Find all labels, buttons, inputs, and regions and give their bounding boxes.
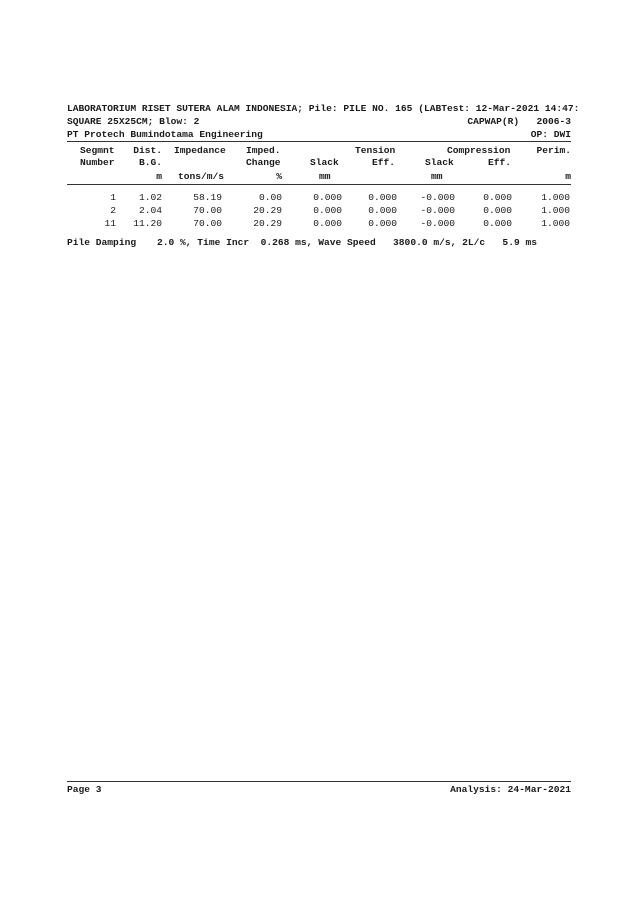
cell-comp-slack: -0.000 (420, 218, 455, 229)
header-company: PT Protech Bumindotama Engineering (67, 129, 263, 140)
pile-damping-label: Pile Damping (67, 237, 137, 248)
cell-comp-slack: -0.000 (420, 205, 455, 216)
col-impchange-h2: Change (246, 157, 281, 168)
col-impchange-unit: % (276, 171, 282, 182)
col-tension-group: Tension (355, 145, 396, 156)
col-compression-group: Compression (447, 145, 511, 156)
cell-imped-change: 20.29 (253, 218, 282, 229)
cell-tension-eff: 0.000 (368, 218, 397, 229)
cell-perim: 1.000 (541, 192, 570, 203)
cell-comp-eff: 0.000 (483, 218, 512, 229)
cell-segment: 1 (110, 192, 116, 203)
cell-slack: 0.000 (313, 192, 342, 203)
cell-slack: 0.000 (313, 205, 342, 216)
cell-imped-change: 0.00 (258, 192, 282, 203)
header-operator: OP: DWI (530, 129, 571, 140)
table-header-rule (67, 184, 571, 185)
cell-dist: 2.04 (138, 205, 162, 216)
header-title-line: LABORATORIUM RISET SUTERA ALAM INDONESIA; Pile: PILE NO. 165 (LABTest: 12-Mar-2021 14:47: (67, 103, 580, 114)
cell-tension-eff: 0.000 (368, 192, 397, 203)
cell-comp-eff: 0.000 (483, 192, 512, 203)
header-rule (67, 141, 571, 142)
cell-imped-change: 20.29 (253, 205, 282, 216)
cell-comp-slack: -0.000 (420, 192, 455, 203)
cell-segment: 2 (110, 205, 116, 216)
col-dist-h1: Dist. (133, 145, 162, 156)
col-dist-unit: m (156, 171, 162, 182)
col-impchange-h1: Imped. (246, 145, 281, 156)
pile-damping-values: 2.0 %, Time Incr 0.268 ms, Wave Speed 3800.0 m/s, 2L/c 5.9 ms (157, 237, 537, 248)
col-tension-eff: Eff. (372, 157, 396, 168)
col-comp-slack-unit: mm (431, 171, 443, 182)
cell-impedance: 70.00 (193, 218, 222, 229)
col-slack-h1: Slack (310, 157, 339, 168)
col-dist-h2: B.G. (138, 157, 162, 168)
cell-tension-eff: 0.000 (368, 205, 397, 216)
col-comp-eff: Eff. (488, 157, 512, 168)
cell-dist: 11.20 (133, 218, 162, 229)
cell-perim: 1.000 (541, 218, 570, 229)
header-pile-line: SQUARE 25X25CM; Blow: 2 (67, 116, 200, 127)
cell-slack: 0.000 (313, 218, 342, 229)
col-comp-slack-h1: Slack (425, 157, 454, 168)
col-segment-h1: Segmnt (80, 145, 115, 156)
col-impedance-unit: tons/m/s (178, 171, 225, 182)
footer-rule (67, 781, 571, 782)
analysis-date: Analysis: 24-Mar-2021 (450, 784, 571, 795)
col-impedance-h1: Impedance (174, 145, 226, 156)
cell-impedance: 70.00 (193, 205, 222, 216)
col-slack-unit: mm (319, 171, 331, 182)
cell-comp-eff: 0.000 (483, 205, 512, 216)
col-segment-h2: Number (80, 157, 115, 168)
cell-segment: 11 (104, 218, 116, 229)
cell-dist: 1.02 (138, 192, 162, 203)
header-program-version: CAPWAP(R) 2006-3 (467, 116, 571, 127)
page-number: Page 3 (67, 784, 102, 795)
col-perim-unit: m (565, 171, 571, 182)
cell-perim: 1.000 (541, 205, 570, 216)
cell-impedance: 58.19 (193, 192, 222, 203)
col-perim-h1: Perim. (536, 145, 571, 156)
